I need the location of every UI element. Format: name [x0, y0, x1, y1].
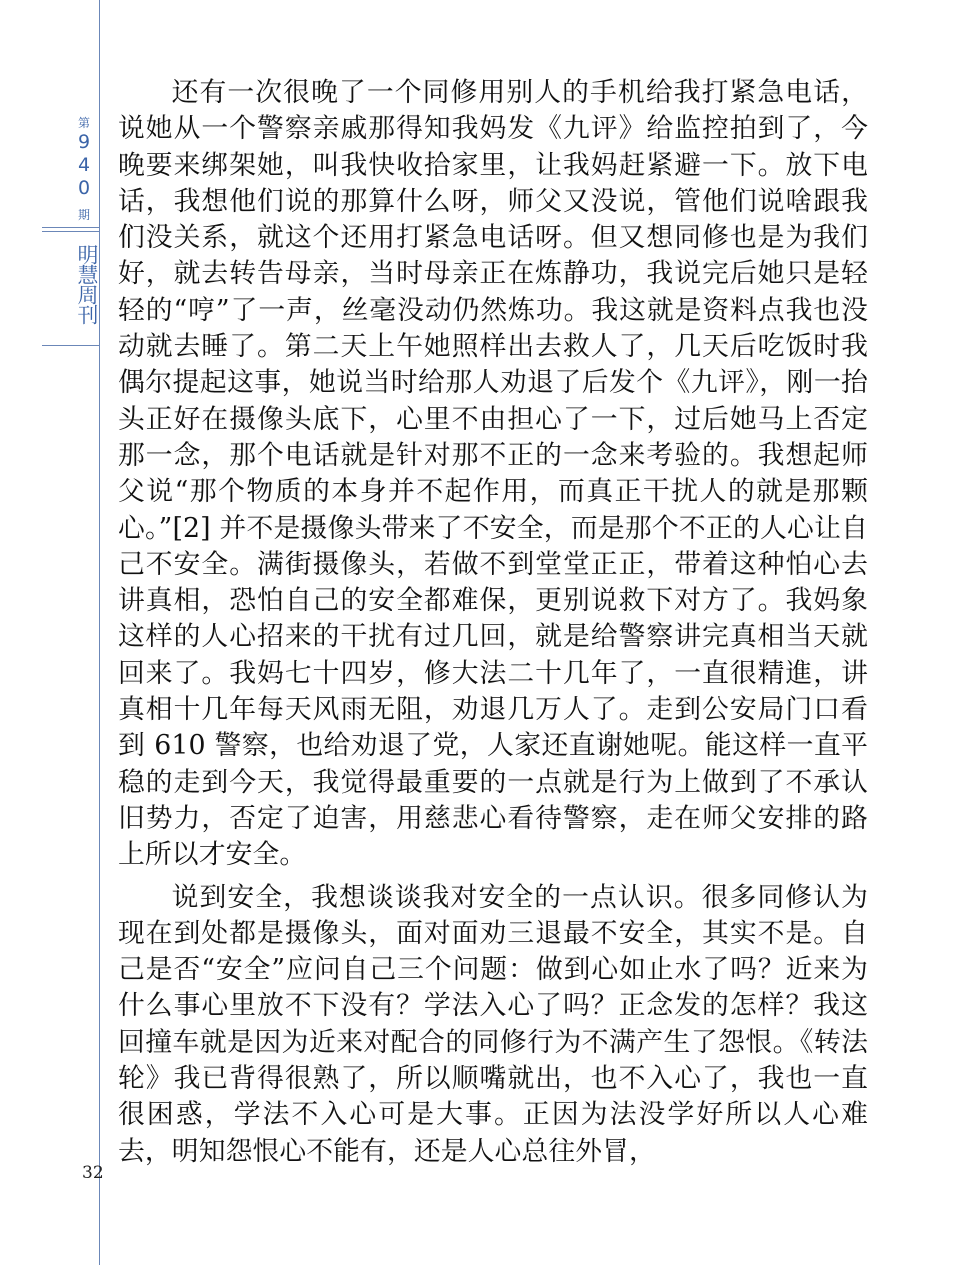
- sidebar-divider-line: [99, 0, 100, 1265]
- article-body: [118, 75, 868, 1170]
- paragraph: 说到安全，我想谈谈我对安全的一点认识。很多同修认为现在到处都是摄像头，面对面劝三退最不安全，其实不是。自己是否“安全”应问自己三个问题：做到心如止水了吗？近来为什么事心里放不下没有？学法入心了吗？正念发的怎样？我这回撞车就是因为近来对配合的同修行为不满产生了怨恨。《转法轮》我已背得很熟了，所以顺嘴就出，也不入心了，我也一直很困惑，学法不入心可是大事。正因为法没学好所以人心难去，明知怨恨心不能有，还是人心总往外冒，: [118, 881, 868, 1167]
- magazine-name: 明慧周刊: [75, 244, 99, 324]
- issue-number: [72, 131, 96, 200]
- sidebar-rule-bottom: [42, 345, 100, 346]
- issue-suffix: 期: [77, 208, 90, 222]
- sidebar-rule-top: [42, 227, 100, 228]
- page-number: 32: [82, 1163, 104, 1183]
- paragraph: 还有一次很晚了一个同修用别人的手机给我打紧急电话，说她从一个警察亲戚那得知我妈发《九评》给监控拍到了，今晚要来绑架她，叫我快收拾家里，让我妈赶紧避一下。放下电话，我想他们说的那算什么呀，师父又没说，管他们说啥跟我们没关系，就这个还用打紧急电话呀。但又想同修也是为我们好，就去转告母亲，当时母亲正在炼静功，我说完后她只是轻轻的“哼”了一声，丝毫没动仍然炼功。我这就是资料点我也没动就去睡了。第二天上午她照样出去救人了，几天后吃饭时我偶尔提起这事，她说当时给那人劝退了后发个《九评》，刚一抬头正好在摄像头底下，心里不由担心了一下，过后她马上否定那一念，那个电话就是针对那不正的一念来考验的。我想起师父说“那个物质的本身并不起作用，而真正干扰人的就是那颗心。”[2] 并不是摄像头带来了不安全，而是那个不正的人心让自己不安全。满街摄像头，若做不到堂堂正正，带着这种怕心去讲真相，恐怕自己的安全都难保，更别说救下对方了。我妈象这样的人心招来的干扰有过几回，就是给警察讲完真相当天就回来了。我妈七十四岁，修大法二十几年了，一直很精進，讲真相十几年每天风雨无阻，劝退几万人了。走到公安局门口看到 610 警察，也给劝退了党，人家还直谢她呢。能这样一直平稳的走到今天，我觉得最重要的一点就是行为上做到了不承认旧势力，否定了迫害，用慈悲心看待警察，走在师父安排的路上所以才安全。: [118, 77, 868, 871]
- issue-digit: 0: [77, 177, 91, 199]
- sidebar-rule-top-double: [42, 231, 100, 232]
- issue-digit: 4: [77, 154, 91, 176]
- issue-prefix: 第: [77, 116, 90, 130]
- issue-digit: 9: [77, 131, 91, 153]
